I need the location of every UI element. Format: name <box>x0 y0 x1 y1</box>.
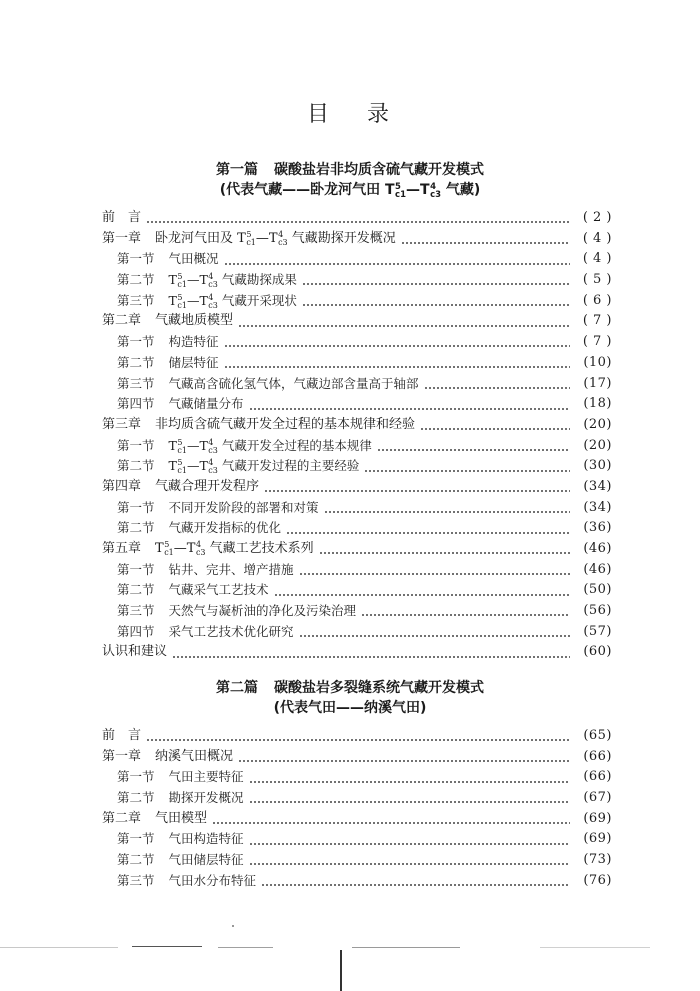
toc-chapter-entry <box>102 477 612 498</box>
entry-title <box>155 229 396 250</box>
title-text: 气藏开发指标的优化 <box>168 520 282 536</box>
entry-title <box>169 788 244 809</box>
section-number: 第三节 <box>117 872 155 888</box>
toc-section-entry <box>102 394 612 415</box>
toc-section-entry <box>102 332 612 353</box>
stratum-symbol <box>169 291 187 312</box>
symbol-scripts <box>177 459 187 475</box>
toc-section-entry <box>102 456 612 477</box>
leader-dots <box>250 801 570 803</box>
title-text: 气藏开发全过程的基本规律 <box>217 437 372 453</box>
symbol-subscript: c3 <box>208 280 218 290</box>
chapter-number: 第一章 <box>102 230 142 246</box>
section-number: 第三节 <box>117 375 155 391</box>
symbol-subscript: c3 <box>208 466 218 476</box>
symbol-scripts <box>430 183 441 199</box>
toc-chapter-entry <box>102 747 612 768</box>
entry-title <box>155 477 259 498</box>
toc-section-entry <box>102 270 612 291</box>
title-text: 非均质含硫气藏开发全过程的基本规律和经验 <box>155 416 416 432</box>
symbol-base: T <box>155 541 164 556</box>
symbol-superscript: 4 <box>208 437 214 447</box>
leader-dots <box>225 263 570 265</box>
symbol-superscript: 4 <box>195 540 202 549</box>
symbol-scripts <box>208 294 218 310</box>
page-number: ( 7 ) <box>582 313 612 329</box>
page-number: (57) <box>583 623 612 639</box>
entry-title <box>155 747 233 768</box>
symbol-base: T <box>168 437 177 453</box>
symbol-subscript: c3 <box>278 237 288 247</box>
scan-artifact-line <box>0 947 118 948</box>
leader-dots <box>147 739 570 741</box>
title-text: 气藏开采现状 <box>217 292 297 308</box>
toc-section-entry <box>102 580 612 601</box>
title-text: — <box>173 541 187 556</box>
part-title: 碳酸盐岩多裂缝系统气藏开发模式 <box>274 680 484 696</box>
toc-part <box>0 678 700 892</box>
scan-artifact-line <box>218 947 273 948</box>
leader-dots <box>250 863 570 865</box>
title-text: 气藏采气工艺技术 <box>168 582 269 598</box>
section-number: 第二节 <box>117 852 155 868</box>
symbol-superscript: 5 <box>177 292 183 302</box>
leader-dots <box>250 843 570 845</box>
section-number: 第三节 <box>117 292 155 308</box>
symbol-base: T <box>199 458 208 474</box>
leader-dots <box>300 635 570 637</box>
symbol-subscript: c3 <box>208 300 218 310</box>
part-heading <box>0 678 700 698</box>
title-text: 气田水分布特征 <box>168 872 257 888</box>
stratum-symbol <box>169 270 187 291</box>
section-number: 第一节 <box>117 499 155 515</box>
entry-title <box>155 539 314 560</box>
toc-chapter-entry <box>102 311 612 332</box>
section-number: 第一节 <box>117 769 155 785</box>
toc-part <box>0 160 700 663</box>
scan-artifact-line <box>132 946 202 947</box>
entry-title <box>155 809 207 830</box>
symbol-base: T <box>168 272 177 288</box>
toc-section-entry <box>102 767 612 788</box>
page-number: (66) <box>583 748 612 764</box>
leader-dots <box>402 242 570 244</box>
symbol-scripts <box>208 459 218 475</box>
symbol-base: T <box>199 272 208 288</box>
title-text: — <box>255 230 269 246</box>
leader-dots <box>425 387 570 389</box>
page-number: (30) <box>583 458 612 474</box>
leader-dots <box>239 325 570 327</box>
section-number: 第一节 <box>117 561 155 577</box>
stratum-symbol <box>420 180 441 200</box>
page-number: (34) <box>583 478 612 494</box>
title-text: 卧龙河气田及 <box>155 230 238 246</box>
leader-dots <box>147 221 570 223</box>
section-number: 第一节 <box>117 437 155 453</box>
section-number: 第一节 <box>117 334 155 350</box>
toc-section-entry <box>102 871 612 892</box>
toc-section-entry <box>102 601 612 622</box>
title-text: — <box>186 272 200 288</box>
stratum-symbol <box>269 229 288 250</box>
symbol-superscript: 5 <box>164 540 170 549</box>
part-number: 第一篇 <box>216 162 258 178</box>
stratum-symbol <box>169 436 187 457</box>
title-text: 气藏工艺技术系列 <box>205 541 314 556</box>
part-number: 第二篇 <box>216 680 258 696</box>
chapter-number: 第五章 <box>102 541 142 556</box>
leader-dots <box>225 366 570 368</box>
leader-dots <box>300 573 570 575</box>
symbol-base: T <box>199 437 208 453</box>
toc-section-entry <box>102 560 612 581</box>
section-number: 第四节 <box>117 396 155 412</box>
page-number: (46) <box>583 561 612 577</box>
title-text: 气藏储量分布 <box>168 396 244 412</box>
symbol-superscript: 5 <box>177 437 183 447</box>
page-number: (36) <box>583 520 612 536</box>
chapter-number: 第一章 <box>102 748 142 764</box>
title-text: 纳溪气田概况 <box>155 748 234 764</box>
leader-dots <box>325 511 570 513</box>
symbol-superscript: 5 <box>177 458 183 468</box>
title-text: 气藏) <box>441 182 481 198</box>
symbol-superscript: 4 <box>208 292 214 302</box>
page-number: (66) <box>583 769 612 785</box>
leader-dots <box>213 822 570 824</box>
symbol-superscript: 5 <box>177 272 183 282</box>
page-number: (69) <box>583 810 612 826</box>
stratum-symbol <box>385 180 406 200</box>
toc-chapter-entry <box>102 229 612 250</box>
symbol-scripts <box>246 231 256 247</box>
symbol-scripts <box>177 294 187 310</box>
symbol-base: T <box>384 182 395 198</box>
entry-title <box>169 291 297 312</box>
title-text: 天然气与凝析油的净化及污染治理 <box>168 603 357 619</box>
symbol-subscript: c1 <box>177 300 187 310</box>
page-number: ( 2 ) <box>582 210 612 225</box>
entry-title <box>102 726 141 747</box>
toc-chapter-entry <box>102 642 612 663</box>
title-text: — <box>186 458 200 474</box>
page-number: (18) <box>583 396 612 412</box>
entry-title <box>169 622 294 643</box>
symbol-scripts <box>177 439 187 455</box>
title-text: — <box>186 292 200 308</box>
symbol-subscript: c1 <box>164 548 174 557</box>
title-text: 气藏高含硫化氢气体，气藏边部含量高于轴部 <box>168 375 419 391</box>
symbol-superscript: 4 <box>208 272 214 282</box>
entry-title <box>169 394 244 415</box>
title-text: — <box>186 437 200 453</box>
chapter-number: 第四章 <box>102 478 142 494</box>
page-number: (67) <box>583 790 612 806</box>
stratum-symbol <box>187 539 206 560</box>
leader-dots <box>365 470 570 472</box>
symbol-base: T <box>168 292 177 308</box>
section-number: 第一节 <box>117 251 155 267</box>
title-text: 气田模型 <box>155 810 208 826</box>
entry-title <box>169 850 244 871</box>
title-text: — <box>406 182 420 198</box>
toc-section-entry <box>102 249 612 270</box>
chapter-number: 第三章 <box>102 416 142 432</box>
entry-title <box>155 311 233 332</box>
toc-chapter-entry <box>102 415 612 436</box>
symbol-subscript: c1 <box>177 445 187 455</box>
title-text: 认识和建议 <box>102 644 168 660</box>
section-number: 第二节 <box>117 272 155 288</box>
symbol-scripts <box>177 273 187 289</box>
part-subheading <box>0 180 700 200</box>
symbol-subscript: c3 <box>208 445 218 455</box>
symbol-superscript: 4 <box>208 458 214 468</box>
toc-chapter-entry <box>102 726 612 747</box>
stratum-symbol <box>199 456 217 477</box>
symbol-subscript: c1 <box>246 237 256 247</box>
page-number: (76) <box>583 872 612 888</box>
toc-section-entry <box>102 498 612 519</box>
page-number: (34) <box>583 499 612 515</box>
symbol-superscript: 5 <box>395 182 401 192</box>
toc-section-entry <box>102 829 612 850</box>
title-text: 气藏勘探成果 <box>217 272 297 288</box>
symbol-subscript: c3 <box>195 548 206 557</box>
leader-dots <box>421 428 570 430</box>
entry-title <box>169 580 269 601</box>
entry-title <box>169 498 319 519</box>
title-text: 气田构造特征 <box>168 831 244 847</box>
toc-list <box>102 208 612 663</box>
scan-artifact-line <box>540 947 650 948</box>
page-number: ( 7 ) <box>582 334 612 350</box>
leader-dots <box>225 345 570 347</box>
page-number: (20) <box>583 416 612 432</box>
leader-dots <box>275 594 570 596</box>
title-text: (代表气藏——卧龙河气田 <box>219 182 385 198</box>
leader-dots <box>378 449 570 451</box>
leader-dots <box>250 408 570 410</box>
title-text: 气藏开发过程的主要经验 <box>217 458 360 474</box>
entry-title <box>169 601 357 622</box>
page-number: (69) <box>583 831 612 847</box>
page-number: (46) <box>583 541 612 556</box>
symbol-scripts <box>278 231 288 247</box>
symbol-subscript: c1 <box>177 466 187 476</box>
toc-section-entry <box>102 353 612 374</box>
page-number: (73) <box>583 852 612 868</box>
section-number: 第四节 <box>117 623 155 639</box>
page-number: (56) <box>583 603 612 619</box>
leader-dots <box>303 283 570 285</box>
toc-section-entry <box>102 850 612 871</box>
symbol-base: T <box>420 182 430 198</box>
title-text: 不同开发阶段的部署和对策 <box>168 499 319 515</box>
entry-title <box>102 642 167 663</box>
entry-title <box>169 871 257 892</box>
entry-title <box>169 456 360 477</box>
leader-dots <box>265 490 570 492</box>
leader-dots <box>303 304 570 306</box>
entry-title <box>169 767 244 788</box>
symbol-subscript: c3 <box>430 190 442 200</box>
stratum-symbol <box>237 229 256 250</box>
scan-artifact-line <box>340 950 342 991</box>
toc-section-entry <box>102 291 612 312</box>
entry-title <box>169 518 282 539</box>
stratum-symbol <box>199 270 217 291</box>
chapter-number: 第二章 <box>102 810 142 826</box>
scan-artifact-dot <box>232 925 234 927</box>
page-number: (20) <box>583 437 612 453</box>
title-text: 气藏勘探开发概况 <box>287 230 396 246</box>
leader-dots <box>287 532 570 534</box>
section-number: 第二节 <box>117 790 155 806</box>
scan-artifact-line <box>352 947 460 948</box>
symbol-base: T <box>268 230 278 246</box>
leader-dots <box>250 781 570 783</box>
section-number: 第三节 <box>117 603 155 619</box>
toc-chapter-entry <box>102 809 612 830</box>
title-text: 勘探开发概况 <box>168 790 244 806</box>
symbol-superscript: 4 <box>278 229 284 239</box>
stratum-symbol <box>199 291 217 312</box>
symbol-superscript: 5 <box>246 229 252 239</box>
title-text: 前 言 <box>102 728 142 743</box>
stratum-symbol <box>199 436 217 457</box>
title-text: 气田储层特征 <box>168 852 244 868</box>
leader-dots <box>173 656 570 658</box>
entry-title <box>169 829 244 850</box>
page-number: (10) <box>583 354 612 370</box>
title-text: 气田主要特征 <box>168 769 244 785</box>
page-number: ( 6 ) <box>582 292 612 308</box>
title-text: 气藏合理开发程序 <box>155 478 260 494</box>
toc-chapter-entry <box>102 539 612 560</box>
symbol-scripts <box>395 183 406 199</box>
page-title: 目 录 <box>306 102 397 127</box>
toc-list <box>102 726 612 892</box>
title-text: 气藏地质模型 <box>155 313 234 329</box>
symbol-superscript: 4 <box>430 182 436 192</box>
page-number: (65) <box>583 728 612 743</box>
entry-title <box>169 560 294 581</box>
section-number: 第一节 <box>117 831 155 847</box>
leader-dots <box>239 760 570 762</box>
symbol-subscript: c1 <box>395 190 406 200</box>
leader-dots <box>320 552 570 554</box>
title-text: 钻井、完井、增产措施 <box>168 561 294 577</box>
page-number: ( 4 ) <box>582 230 612 246</box>
entry-title <box>169 436 372 457</box>
entry-title <box>169 249 219 270</box>
toc-section-entry <box>102 518 612 539</box>
symbol-scripts <box>196 541 206 557</box>
entry-title <box>169 332 219 353</box>
title-text: 储层特征 <box>168 354 219 370</box>
section-number: 第二节 <box>117 458 155 474</box>
symbol-subscript: c1 <box>177 280 187 290</box>
symbol-scripts <box>164 541 174 557</box>
entry-title <box>102 208 141 229</box>
entry-title <box>169 374 419 395</box>
toc-section-entry <box>102 622 612 643</box>
section-number: 第二节 <box>117 582 155 598</box>
leader-dots <box>362 614 570 616</box>
page-number: ( 5 ) <box>582 272 612 288</box>
title-text: (代表气田——纳溪气田) <box>273 700 427 716</box>
part-heading <box>0 160 700 180</box>
part-title: 碳酸盐岩非均质含硫气藏开发模式 <box>274 162 484 178</box>
symbol-base: T <box>168 458 177 474</box>
entry-title <box>155 415 415 436</box>
toc-section-entry <box>102 374 612 395</box>
stratum-symbol <box>155 539 174 560</box>
symbol-base: T <box>199 292 208 308</box>
section-number: 第二节 <box>117 520 155 536</box>
toc-section-entry <box>102 436 612 457</box>
entry-title <box>169 270 297 291</box>
leader-dots <box>262 884 570 886</box>
chapter-number: 第二章 <box>102 313 142 329</box>
title-text: 采气工艺技术优化研究 <box>168 623 294 639</box>
page-number: (17) <box>583 375 612 391</box>
symbol-base: T <box>237 230 246 246</box>
entry-title <box>169 353 219 374</box>
title-text: 构造特征 <box>168 334 219 350</box>
part-subheading <box>0 698 700 718</box>
symbol-scripts <box>208 439 218 455</box>
symbol-base: T <box>186 541 196 556</box>
section-number: 第二节 <box>117 354 155 370</box>
toc-section-entry <box>102 788 612 809</box>
page-number: ( 4 ) <box>582 251 612 267</box>
title-text: 气田概况 <box>168 251 219 267</box>
page-number: (50) <box>583 582 612 598</box>
title-text: 前 言 <box>102 210 142 225</box>
toc-chapter-entry <box>102 208 612 229</box>
page-number: (60) <box>583 644 612 660</box>
stratum-symbol <box>169 456 187 477</box>
symbol-scripts <box>208 273 218 289</box>
